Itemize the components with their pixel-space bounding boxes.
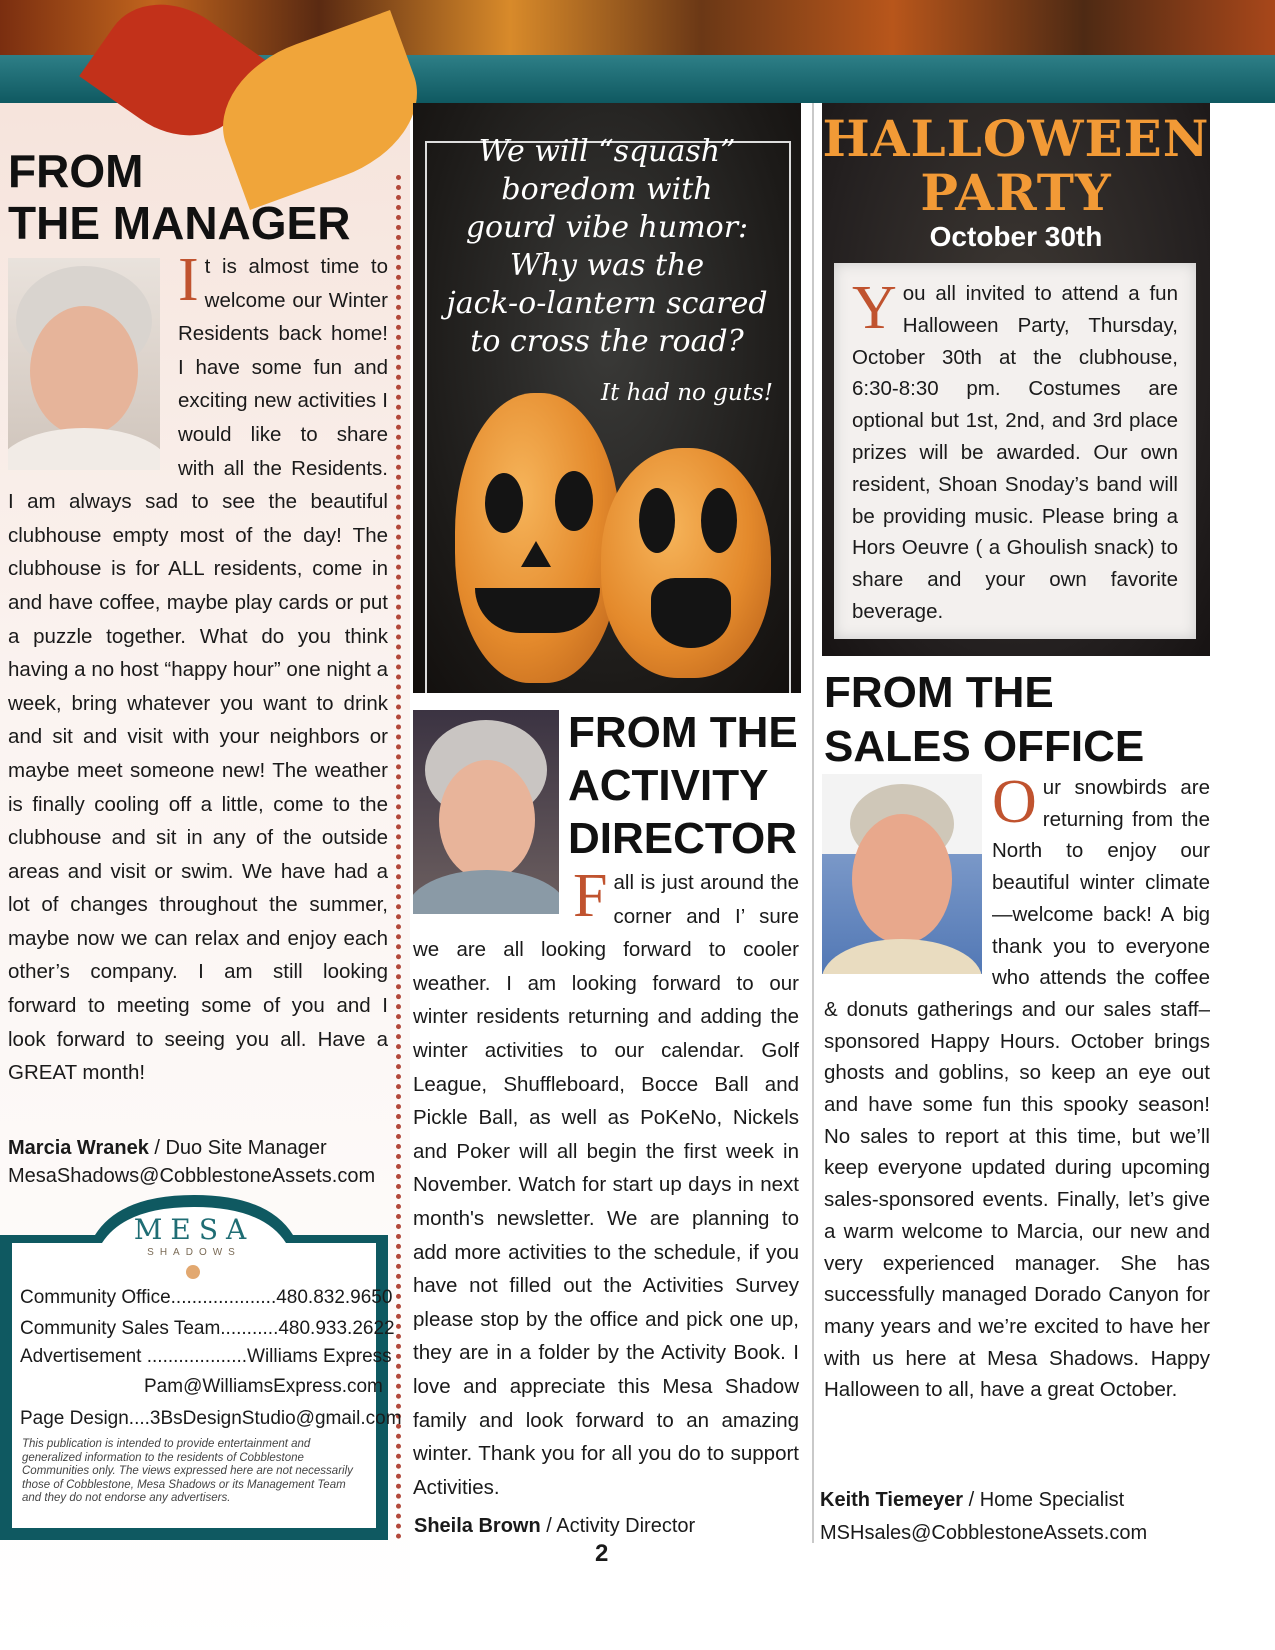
party-date: October 30th [929,221,1103,252]
sales-phone[interactable]: 480.933.2622 [278,1318,395,1339]
activity-body-text: all is just around the corner and I’ sure we are all looking forward to cooler weather. I am looking forward to our winter residents returning and adding the winter activities to our calendar. Golf League, Shuffleboard, Bocce Ball and Pickle Ball, as well as PoKeNo, Nickels and Poker will all begin the first week in November. Watch for start up days in next month's newsletter. We are planning to add more activities to the schedule, if you have not filled out the Activities Survey please stop by the office and pick one up, they are in a folder by the Activity Book. I love and appreciate this Mesa Shadow family and look forward to an amazing winter. Thank you for all you do to support Activities. [413,871,799,1499]
sales-name: Keith Tiemeyer [820,1489,964,1511]
sales-dropcap: O [992,768,1037,836]
party-title-line1: HALLOWEEN [822,109,1210,168]
joke-punchline: It had no guts! [601,380,773,406]
contact-row-office: Community Office....................480.832.9650 [20,1287,393,1308]
mesa-logo-text: MESA [133,1213,255,1246]
manager-heading-line1: FROM [8,145,144,197]
sales-email[interactable]: MSHsales@CobblestoneAssets.com [820,1522,1148,1544]
sales-signature [820,1484,1147,1550]
party-body [852,274,1178,628]
activity-name: Sheila Brown [414,1515,541,1537]
activity-heading: FROM THE ACTIVITY DIRECTOR [568,708,798,863]
design-email[interactable]: 3BsDesignStudio@gmail.com [149,1408,402,1429]
manager-name: Marcia Wranek [8,1137,149,1159]
contact-row-advertisement: Advertisement ...................Williams Express [20,1346,392,1367]
left-pumpkin-image [455,393,620,683]
pumpkin-joke-image [413,103,801,693]
sales-title: / Home Specialist [963,1489,1125,1511]
activity-body [413,862,799,1504]
manager-body [8,246,388,1090]
sales-body [824,768,1210,1406]
manager-body-text: t is almost time to welcome our Winter Residents back home! I have some fun and exciting new activities I would like to share with all the Residents. I am always sad to see the beautiful clubhouse empty most of the day! The clubhouse is for ALL residents, come in and have coffee, maybe play cards or put a puzzle together. What do you think having a no host “happy hour” one night a week, bring whatever you want to drink and sit and visit with your neighbors or maybe meet someone new! The weather is finally cooling off a little, come to the clubhouse and sit in any of the outside areas and visit or swim. We have had a lot of changes throughout the summer, maybe now we can relax and enjoy each other’s company. I am still looking forward to meeting some of you and I look forward to seeing you all. Have a GREAT month! [8,255,388,1085]
sales-body-text: ur snowbirds are returning from the North to enjoy our beautiful winter climate—welcome back! A big thank you to everyone who attends the coffee & donuts gatherings and our sales staff–sponsored Happy Hours. October brings ghosts and goblins, so keep an eye out and have some fun this spooky season! No sales to report at this time, but we’ll keep everyone updated during upcoming sales-sponsored events. Finally, let’s give a warm welcome to Marcia, our new and very experienced manager. She has successfully managed Dorado Canyon for many years and we’re excited to have her with us here at Mesa Shadows. Happy Halloween to all, have a great October. [824,776,1210,1402]
dotted-column-rule [396,175,401,1540]
manager-heading-line2: THE MANAGER [8,197,351,249]
sales-heading: FROM THE SALES OFFICE [824,668,1145,771]
manager-title: / Duo Site Manager [148,1137,327,1159]
manager-email[interactable]: MesaShadows@CobblestoneAssets.com [8,1165,376,1187]
advertisement-email[interactable]: Pam@WilliamsExpress.com [144,1376,383,1397]
joke-text: We will “squash” boredom with gourd vibe humor: Why was the jack-o-lantern scared to cross the road? [446,134,768,359]
sun-logo-icon [186,1265,200,1279]
office-phone[interactable]: 480.832.9650 [276,1287,393,1308]
right-pumpkin-image [601,448,771,678]
party-body-text: ou all invited to attend a fun Halloween Party, Thursday, October 30th at the clubhouse, 6:30-8:30 pm. Costumes are optional but 1st, 2nd, and 3rd place prizes will be awarded. Our own resident, Shoan Snoday’s band will be providing music. Please bring a Hors Oeuvre ( a Ghoulish snack) to share and your own favorite beverage. [852,282,1178,623]
activity-title: / Activity Director [540,1515,696,1537]
activity-dropcap: F [573,862,608,930]
column-divider-line [812,103,814,1543]
page-number: 2 [595,1540,609,1567]
contact-row-sales: Community Sales Team...........480.933.2622 [20,1318,395,1339]
disclaimer-text: This publication is intended to provide entertainment and generalized information to the residents of Cobblestone Communities only. The views expressed here are not necessarily those of Cobblestone, Mesa Shadows or its Management Team and they do not endorse any advertisers. [22,1438,353,1504]
manager-heading [8,145,350,249]
shadows-logo-text: SHADOWS [147,1247,241,1258]
activity-signature [414,1512,695,1540]
party-title-line2: PARTY [920,163,1112,222]
manager-dropcap: I [178,246,199,314]
party-dropcap: Y [852,274,897,342]
manager-signature [8,1134,375,1190]
contact-row-design: Page Design....3BsDesignStudio@gmail.com [20,1408,402,1429]
